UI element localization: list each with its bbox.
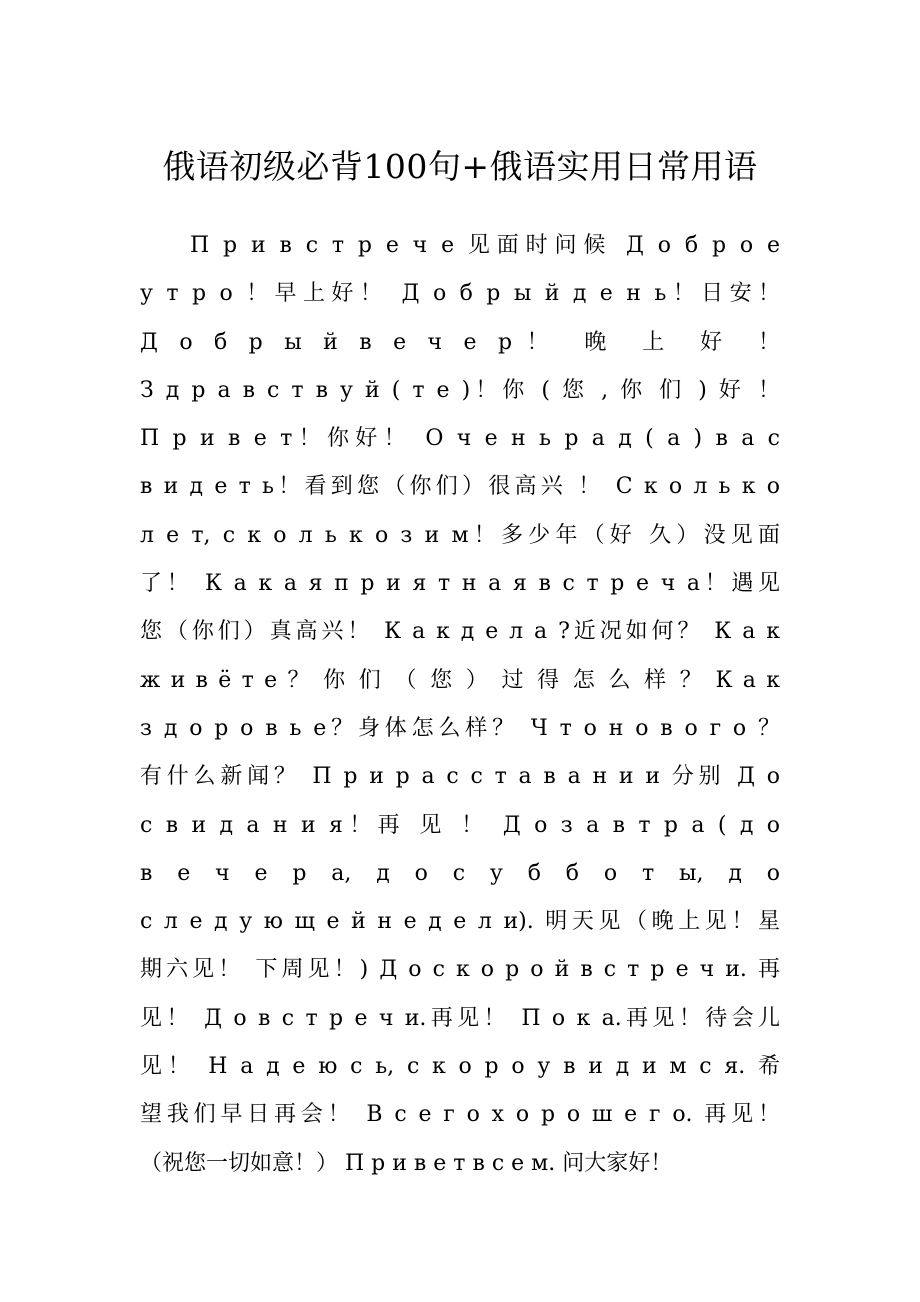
text-line: 有什么新闻？ П р и р а с с т а в а н и и 分别 Д о [140, 764, 780, 790]
text-line: 期六见！ 下周见！) Д о с к о р о й в с т р е ч и. 再 [140, 957, 780, 983]
text-line: в и д е т ь！看到您（你们）很高兴 ！ С к о л ь к о [140, 474, 780, 500]
text-line: 望我们早日再会！ В с е г о х о р о ш е г о. 再见！ [140, 1102, 780, 1128]
text-line: П р и в с т р е ч е 见面时问候 Д о б р о е [190, 233, 780, 258]
text-line: 见！ Д о в с т р е ч и.再见！ П о к а.再见！待会儿 [140, 1005, 780, 1031]
text-line: （祝您一切如意！） П р и в е т в с е м. 问大家好！ [140, 1150, 673, 1176]
text-line: у т р о ！早上好！ Д о б р ы й д е н ь！日安！ [140, 281, 780, 307]
text-line: с в и д а н и я！再 见 ！ Д о з а в т р а ( д о [140, 812, 780, 838]
text-line: Д о б р ы й в е ч е р！ 晚 上 好 ！ [140, 329, 780, 355]
text-line: в е ч е р а, д о с у б б о т ы, д о [140, 860, 780, 886]
document-body [140, 222, 780, 1188]
text-line: З д р а в с т в у й ( т е )！你 ( 您 , 你 们 ) 好 ！ [140, 377, 780, 403]
text-line: ж и в ё т е ？ 你 们 （ 您 ） 过 得 怎 么 样 ？ К а к [140, 667, 780, 693]
document-title: 俄语初级必背100句+俄语实用日常用语 [162, 147, 758, 186]
text-line: 了！ К а к а я п р и я т н а я в с т р е ч а！遇见 [140, 571, 780, 597]
text-line: П р и в е т！你好！ О ч е н ь р а д ( а ) в а с [140, 426, 780, 452]
text-line: л е т, с к о л ь к о з и м！多少年（好 久）没见面 [140, 522, 780, 548]
text-line: з д о р о в ь е？身体怎么样？ Ч т о н о в о г о ？ [140, 715, 780, 741]
text-line: с л е д у ю щ е й н е д е л и). 明天见（晚上见！星 [140, 909, 780, 935]
text-line: 您（你们）真高兴！ К а к д е л а ?近况如何？ К а к [140, 619, 780, 645]
text-line: 见！ Н а д е ю с ь, с к о р о у в и д и м с я. 希 [140, 1054, 780, 1080]
